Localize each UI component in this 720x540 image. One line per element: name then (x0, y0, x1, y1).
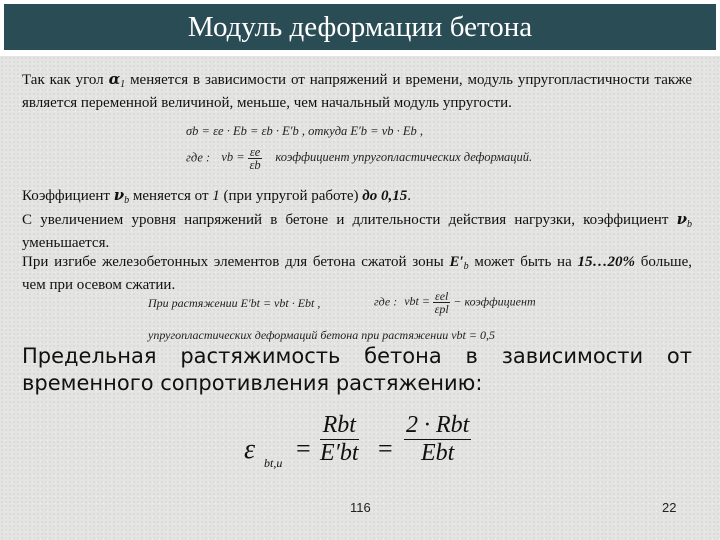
mf-epsilon: ε (244, 434, 256, 465)
ultimate-extensibility-heading: Предельная растяжимость бетона в зависимости от временного сопротивления растяжению: (22, 344, 692, 395)
slide-title: Модуль деформации бетона (4, 4, 716, 50)
coef-text: меняется от (129, 188, 213, 204)
bending-text-end: больше, чем при осевом сжатии. (22, 254, 692, 293)
formula-tension-modulus: При растяжении E′bt = νbt · Ebt , (148, 296, 321, 310)
formula-tension-fraction (433, 290, 450, 315)
nu-subscript-2: b (687, 219, 692, 230)
formula-nu-lhs: νb = (221, 150, 245, 165)
nu-subscript: b (124, 195, 130, 206)
intro-text-end: меняется в зависимости от напряжений и времени, модуль упругопластичности также является переменной величиной, меньше, чем начальный модуль упругости. (22, 72, 692, 111)
nu-symbol-2: ν (676, 210, 687, 228)
fraction-numerator: εe (249, 145, 261, 159)
tension-fraction-numerator: εel (435, 289, 449, 303)
coef-range-end: до 0,15 (362, 188, 408, 204)
bending-text-mid: может быть на (468, 254, 578, 270)
fraction-denominator: εb (249, 158, 261, 172)
mf-equals-1: = (296, 434, 311, 463)
intro-paragraph (22, 70, 692, 113)
alpha-subscript: 1 (120, 79, 126, 90)
coef-word: Коэффициент (22, 188, 114, 204)
formula-where: где : (186, 150, 211, 165)
modulus-symbol: E′ (449, 254, 464, 270)
mf-epsilon-subscript: bt,u (264, 456, 283, 470)
mf-denominator-2: Ebt (421, 440, 455, 466)
formula-tension-desc: − коэффициент (453, 294, 536, 309)
formula-elastoplastic-modulus: σb = εe · Eb = εb · E′b , откуда E′b = νb · Eb , (186, 124, 424, 138)
percent-range: 15…20% (577, 254, 636, 270)
formula-nu-description: коэффициент упругопластических деформаций. (275, 150, 533, 165)
mf-denominator-1: E′bt (320, 440, 359, 466)
intro-text-start: Так как угол (22, 72, 109, 88)
formula-nu-fraction (248, 146, 262, 171)
mf-equals-2: = (378, 434, 393, 463)
coef-paren: (при упругой работе) (219, 188, 363, 204)
mf-fraction-1 (320, 412, 359, 467)
coef-dot: . (407, 188, 411, 204)
mf-numerator-2: 2 · Rbt (406, 412, 470, 438)
stress-text: С увеличением уровня напряжений в бетоне и длительности действия нагрузки, коэффициент (22, 212, 677, 228)
alpha-symbol: α (108, 70, 121, 88)
title-bar (0, 0, 720, 56)
formula-tension-where: где : (374, 294, 398, 309)
mf-numerator-1: Rbt (320, 412, 359, 440)
footer-page-right: 22 (662, 500, 677, 515)
formula-tension-nu (374, 290, 536, 315)
formula-nu-definition (186, 146, 532, 171)
stress-text-end: уменьшается. (22, 235, 110, 251)
bending-text: При изгибе железобетонных элементов для бетона сжатой зоны (22, 254, 450, 270)
tension-fraction-denominator: εpl (434, 302, 449, 316)
coefficient-paragraph (22, 186, 692, 295)
nu-symbol: ν (113, 186, 125, 204)
coef-one: 1 (212, 188, 220, 204)
mf-fraction-2 (404, 412, 471, 467)
modulus-subscript: b (463, 261, 469, 272)
formula-tension-nu-lhs: νbt = (404, 294, 430, 309)
footer-page-left: 116 (350, 500, 371, 515)
formula-tension-line2: упругопластических деформаций бетона при растяжении νbt = 0,5 (148, 328, 495, 342)
